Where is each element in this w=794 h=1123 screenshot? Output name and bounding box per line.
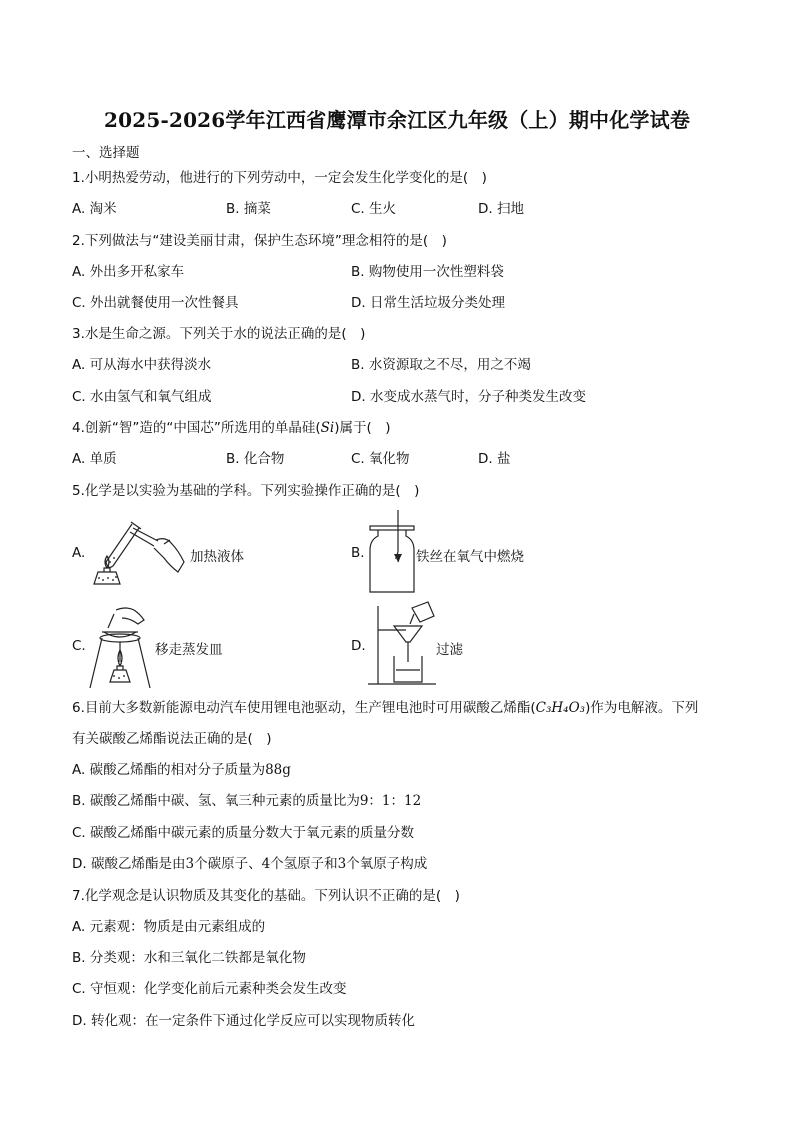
q2-option-d: D. 日常生活垃圾分类处理: [351, 295, 505, 311]
q5-option-a-caption: 加热液体: [190, 549, 244, 565]
q6-option-b-text: B. 碳酸乙烯酯中碳、氢、氧三种元素的质量比为: [72, 793, 360, 809]
q6-d-part1: D. 碳酸乙烯酯是由: [72, 856, 186, 872]
heating-liquid-figure: [86, 510, 190, 588]
q6-option-b: [72, 789, 421, 809]
q6-d-num2: 4: [261, 856, 271, 872]
q4-option-d: D. 盐: [478, 451, 511, 467]
q5-option-c-label: C.: [72, 638, 86, 654]
q6-option-c: C. 碳酸乙烯酯中碳元素的质量分数大于氧元素的质量分数: [72, 825, 415, 841]
q5-option-b-label: B.: [351, 545, 365, 561]
question-6-stem-line2: 有关碳酸乙烯酯说法正确的是( ): [72, 731, 272, 747]
q4-stem-tail: )属于( ): [334, 420, 391, 436]
q6-d-part2: 个碳原子、: [194, 856, 262, 872]
q1-option-a: A. 淘米: [72, 201, 117, 217]
q1-option-c: C. 生火: [351, 201, 397, 217]
q2-option-b: B. 购物使用一次性塑料袋: [351, 264, 504, 280]
question-7-stem: 7.化学观念是认识物质及其变化的基础。下列认识不正确的是( ): [72, 888, 460, 904]
q6-stem-text: 6.目前大多数新能源电动汽车使用锂电池驱动，生产锂电池时可用碳酸乙烯酯(: [72, 700, 536, 716]
q6-option-a-text: A. 碳酸乙烯酯的相对分子质量为: [72, 762, 266, 778]
iron-wire-burning-figure: [366, 508, 418, 596]
q1-option-b: B. 摘菜: [226, 201, 271, 217]
q4-option-b: B. 化合物: [226, 451, 285, 467]
q3-option-b: B. 水资源取之不尽，用之不竭: [351, 357, 531, 373]
q7-option-d: D. 转化观：在一定条件下通过化学反应可以实现物质转化: [72, 1013, 415, 1029]
q5-option-c-caption: 移走蒸发皿: [155, 642, 223, 658]
q4-option-c: C. 氧化物: [351, 451, 410, 467]
q3-option-d: D. 水变成水蒸气时，分子种类发生改变: [351, 389, 586, 405]
question-1-stem: 1.小明热爱劳动，他进行的下列劳动中，一定会发生化学变化的是( ): [72, 170, 487, 186]
q5-option-b-caption: 铁丝在氧气中燃烧: [416, 549, 524, 565]
q4-stem-text: 4.创新“智”造的“中国芯”所选用的单晶硅(: [72, 420, 321, 436]
q6-option-b-value: 9：1：12: [359, 793, 422, 809]
q5-option-a-label: A.: [72, 545, 86, 561]
question-4-stem: [72, 416, 391, 436]
filtration-figure: [366, 600, 438, 688]
q6-d-part4: 个氧原子构成: [346, 856, 428, 872]
q5-option-d-caption: 过滤: [436, 642, 463, 658]
q5-option-d-label: D.: [351, 638, 366, 654]
q6-d-num3: 3: [337, 856, 347, 872]
q4-formula: Si: [320, 420, 335, 436]
question-2-stem: 2.下列做法与“建设美丽甘肃，保护生态环境”理念相符的是( ): [72, 233, 447, 249]
q7-option-a: A. 元素观：物质是由元素组成的: [72, 919, 266, 935]
q3-option-a: A. 可从海水中获得淡水: [72, 357, 212, 373]
q6-stem-tail: )作为电解液。下列: [585, 700, 699, 716]
evaporating-dish-figure: [86, 604, 154, 690]
q2-option-c: C. 外出就餐使用一次性餐具: [72, 295, 239, 311]
q7-option-c: C. 守恒观：化学变化前后元素种类会发生改变: [72, 981, 347, 997]
section-heading: 一、选择题: [72, 145, 140, 161]
q6-d-part3: 个氢原子和: [270, 856, 338, 872]
q3-option-c: C. 水由氢气和氧气组成: [72, 389, 212, 405]
q7-option-b: B. 分类观：水和三氧化二铁都是氧化物: [72, 950, 306, 966]
question-6-stem: [72, 696, 698, 716]
q4-option-a: A. 单质: [72, 451, 117, 467]
q1-option-d: D. 扫地: [478, 201, 524, 217]
q6-option-a: [72, 758, 291, 778]
q6-formula: C₃H₄O₃: [535, 700, 586, 716]
question-3-stem: 3.水是生命之源。下列关于水的说法正确的是( ): [72, 326, 366, 342]
q6-option-d: [72, 852, 427, 872]
exam-title: 2025-2026学年江西省鹰潭市余江区九年级（上）期中化学试卷: [103, 108, 691, 132]
q6-d-num1: 3: [185, 856, 195, 872]
q2-option-a: A. 外出多开私家车: [72, 264, 185, 280]
question-5-stem: 5.化学是以实验为基础的学科。下列实验操作正确的是( ): [72, 483, 420, 499]
q6-option-a-value: 88g: [265, 762, 291, 778]
